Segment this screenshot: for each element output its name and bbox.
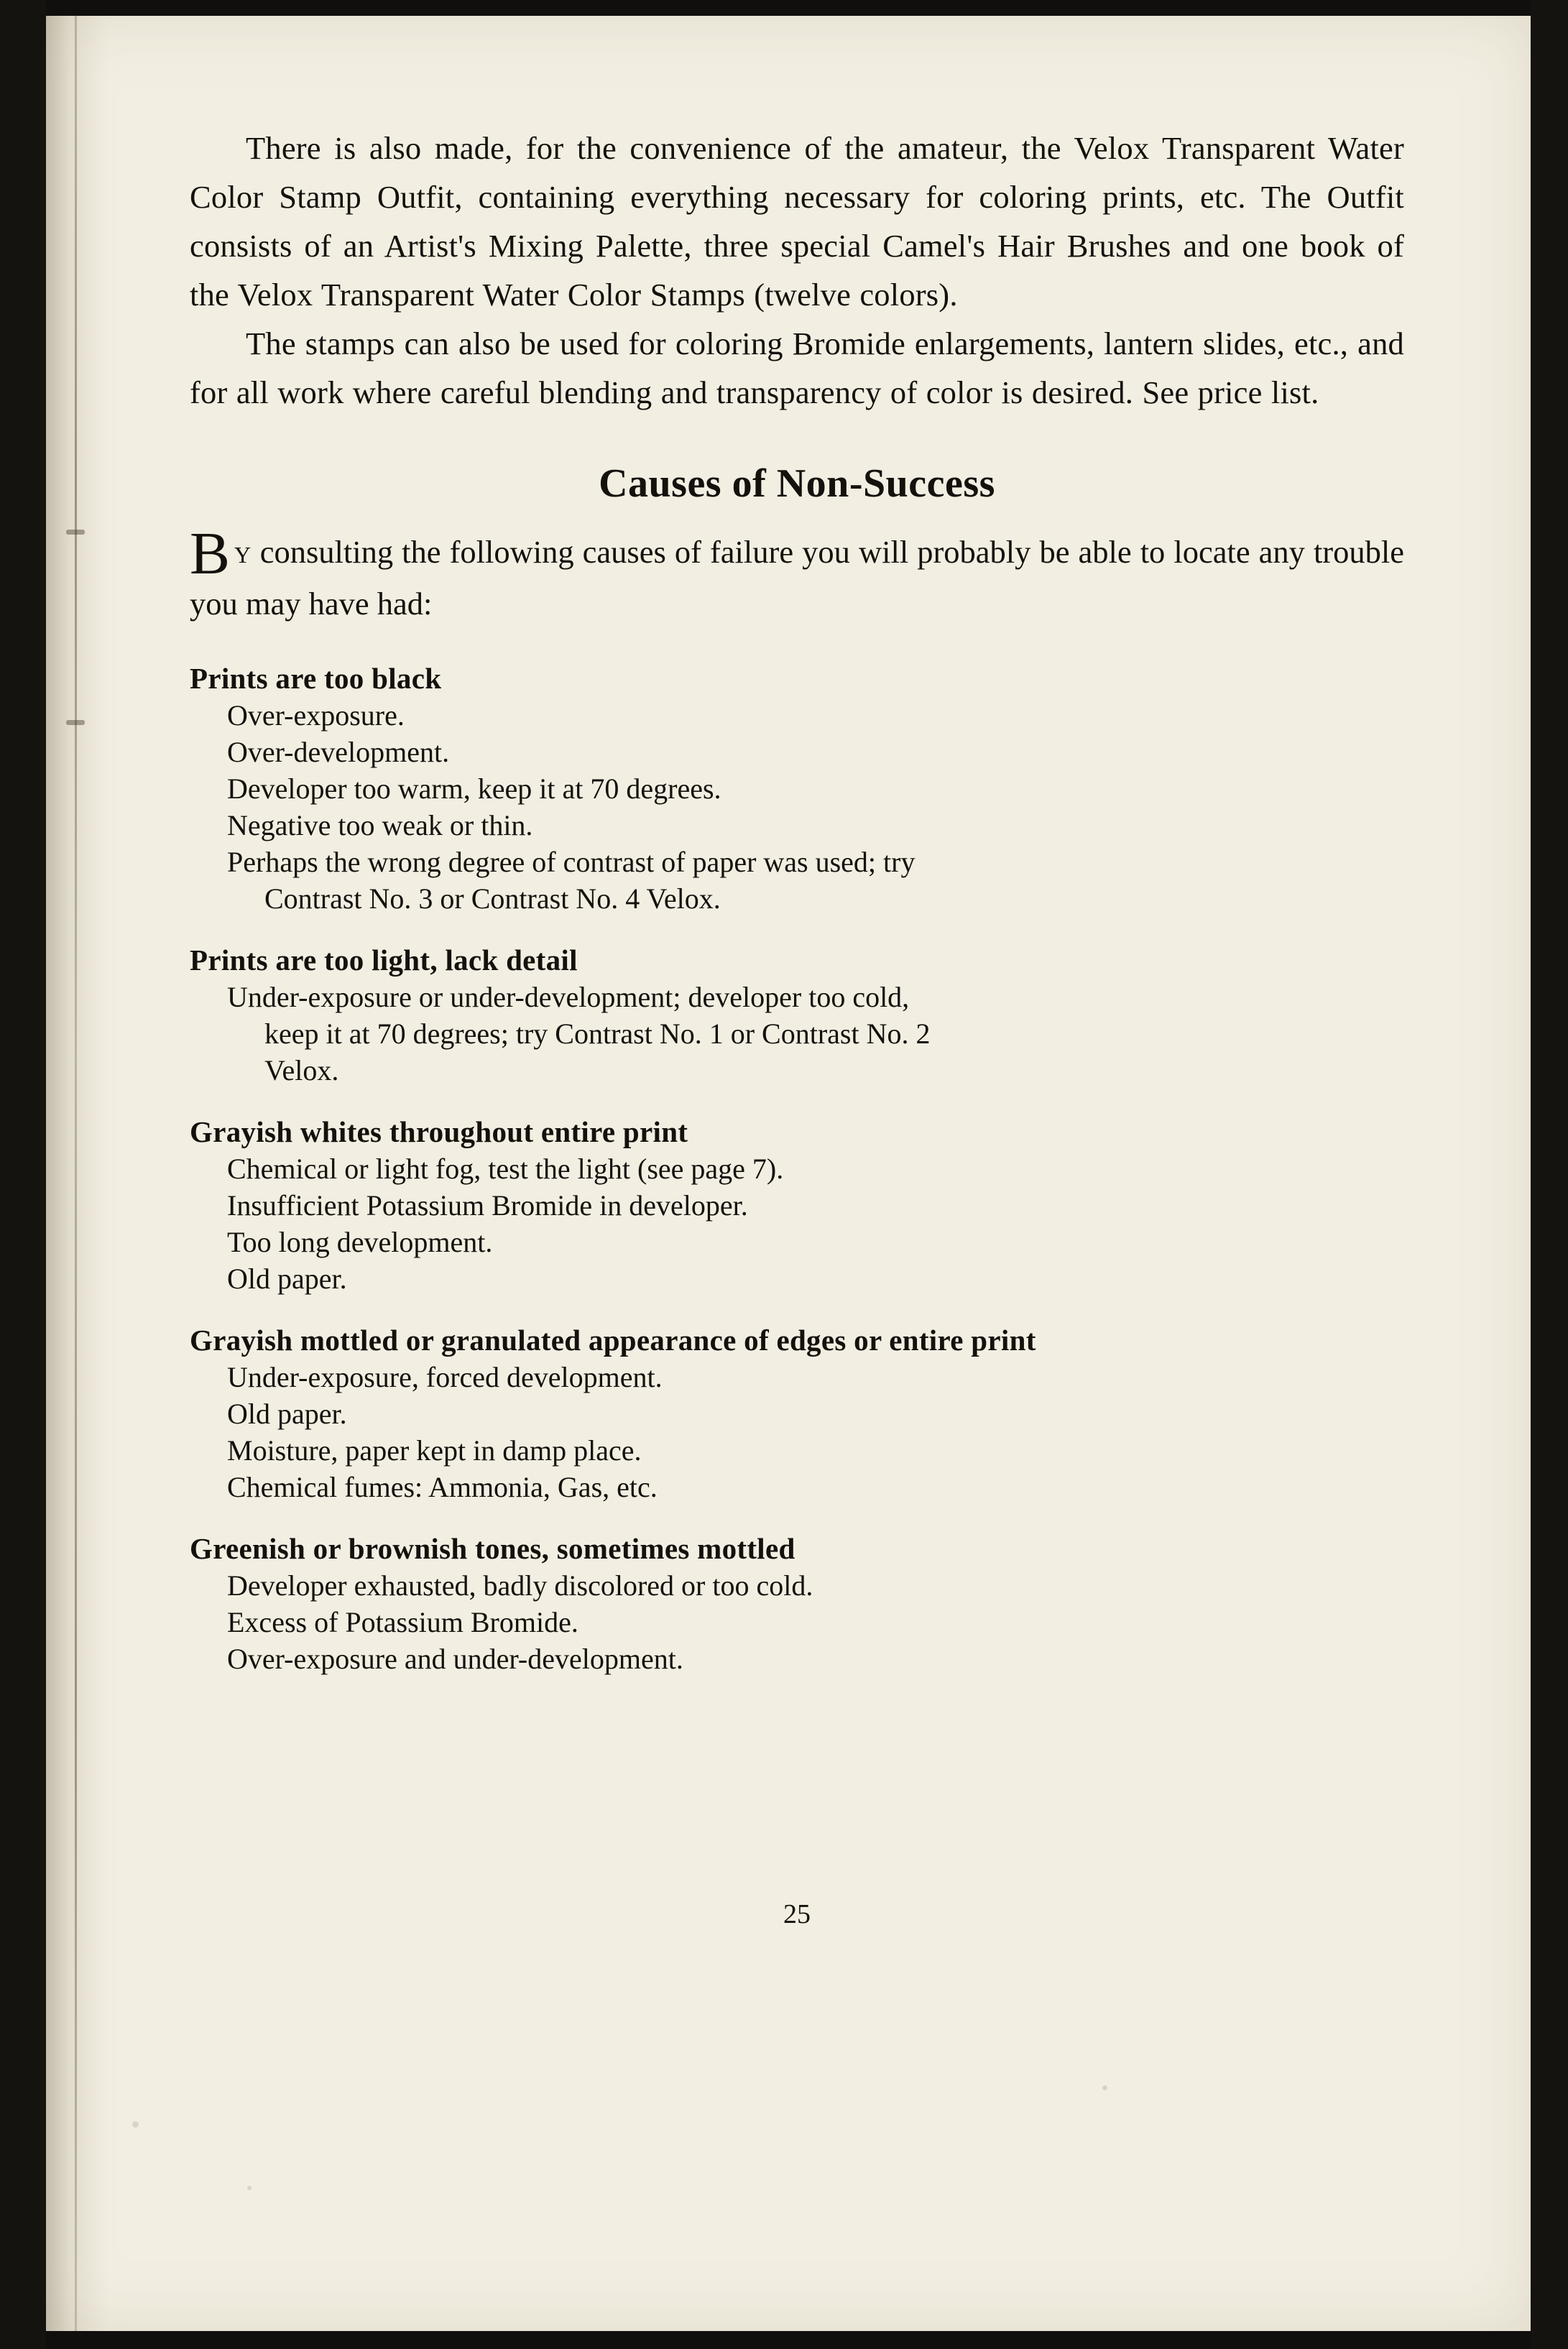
fault-entry: [190, 1321, 1404, 1505]
fault-cause-item-continued: [190, 1052, 1404, 1089]
causes-list: [190, 660, 1404, 1677]
fault-cause-continuation: Contrast No. 3 or Contrast No. 4 Velox.: [264, 882, 721, 915]
fault-cause-continuation: Velox.: [264, 1054, 339, 1086]
page-text-body: [190, 124, 1404, 1929]
fault-cause-item-continued: [190, 880, 1404, 917]
fault-entry: [190, 941, 1404, 1089]
fault-cause-list: [190, 979, 1404, 1089]
fault-cause-item: Negative too weak or thin.: [227, 809, 533, 841]
binding-crease: [75, 16, 77, 2331]
fault-cause-item: Under-exposure or under-development; developer too cold,: [227, 981, 910, 1013]
fault-cause-item: Chemical or light fog, test the light (see page 7).: [227, 1153, 784, 1185]
fault-cause-item: Under-exposure, forced development.: [227, 1361, 663, 1393]
intro-small-cap: Y: [234, 542, 252, 568]
fault-cause-item: Perhaps the wrong degree of contrast of paper was used; try: [227, 846, 916, 878]
fault-cause-item: Over-development.: [227, 736, 450, 768]
fault-cause-item: Developer too warm, keep it at 70 degrees.: [227, 772, 721, 805]
intro-text: consulting the following causes of failure you will probably be able to locate any trouble you may have had:: [190, 534, 1404, 622]
scan-border-right: [1531, 0, 1568, 2349]
fault-cause-list: [190, 697, 1404, 917]
fault-cause-item: Chemical fumes: Ammonia, Gas, etc.: [227, 1471, 658, 1503]
fault-cause-item: Over-exposure.: [227, 699, 405, 732]
binding-stitch: [66, 720, 85, 725]
fault-cause-continuation: keep it at 70 degrees; try Contrast No. 1 or Contrast No. 2: [264, 1017, 931, 1050]
fault-cause-item: Insufficient Potassium Bromide in developer.: [227, 1189, 748, 1222]
scan-border-left: [0, 0, 46, 2349]
fault-heading: Grayish mottled or granulated appearance of edges or entire print: [190, 1324, 1036, 1357]
page-number: 25: [783, 1899, 811, 1929]
fault-cause-list: [190, 1567, 1404, 1677]
fault-cause-item: Old paper.: [227, 1263, 347, 1295]
fault-heading: Prints are too light, lack detail: [190, 943, 578, 977]
binding-stitch: [66, 530, 85, 535]
fault-cause-item: Excess of Potassium Bromide.: [227, 1606, 578, 1638]
fault-cause-item: Over-exposure and under-development.: [227, 1643, 683, 1675]
fault-heading: Prints are too black: [190, 662, 442, 695]
fault-heading: Greenish or brownish tones, sometimes mottled: [190, 1532, 795, 1565]
paper-speck: [247, 2186, 252, 2190]
fault-cause-item-continued: [190, 1015, 1404, 1052]
fault-entry: [190, 1530, 1404, 1677]
paragraph-stamps-uses: The stamps can also be used for coloring Bromide enlargements, lantern slides, etc., and for all work where careful blending and transparency of color is desired. See price list.: [190, 326, 1404, 410]
fault-cause-item: Moisture, paper kept in damp place.: [227, 1434, 642, 1467]
fault-cause-item: Too long development.: [227, 1226, 493, 1258]
fault-heading: Grayish whites throughout entire print: [190, 1115, 688, 1148]
paper-speck: [132, 2121, 139, 2128]
fault-cause-item: Old paper.: [227, 1398, 347, 1430]
fault-cause-item: Developer exhausted, badly discolored or too cold.: [227, 1569, 813, 1602]
paragraph-intro: [190, 520, 1404, 628]
drop-cap-letter: B: [190, 520, 231, 587]
fault-entry: [190, 660, 1404, 917]
binding-gutter-shadow: [46, 16, 108, 2331]
section-title: Causes of Non-Success: [599, 461, 995, 506]
paper-speck: [1102, 2085, 1107, 2090]
book-page: [46, 16, 1531, 2331]
paragraph-velox-outfit: There is also made, for the convenience of the amateur, the Velox Transparent Water Color Stamp Outfit, containing everything necessary for coloring prints, etc. The Outfit consists of an Artist's Mixing Palette, three special Camel's Hair Brushes and one book of the Velox Transparent Water Color Stamps (twelve colors).: [190, 130, 1404, 313]
fault-entry: [190, 1113, 1404, 1297]
fault-cause-list: [190, 1359, 1404, 1505]
fault-cause-list: [190, 1150, 1404, 1297]
